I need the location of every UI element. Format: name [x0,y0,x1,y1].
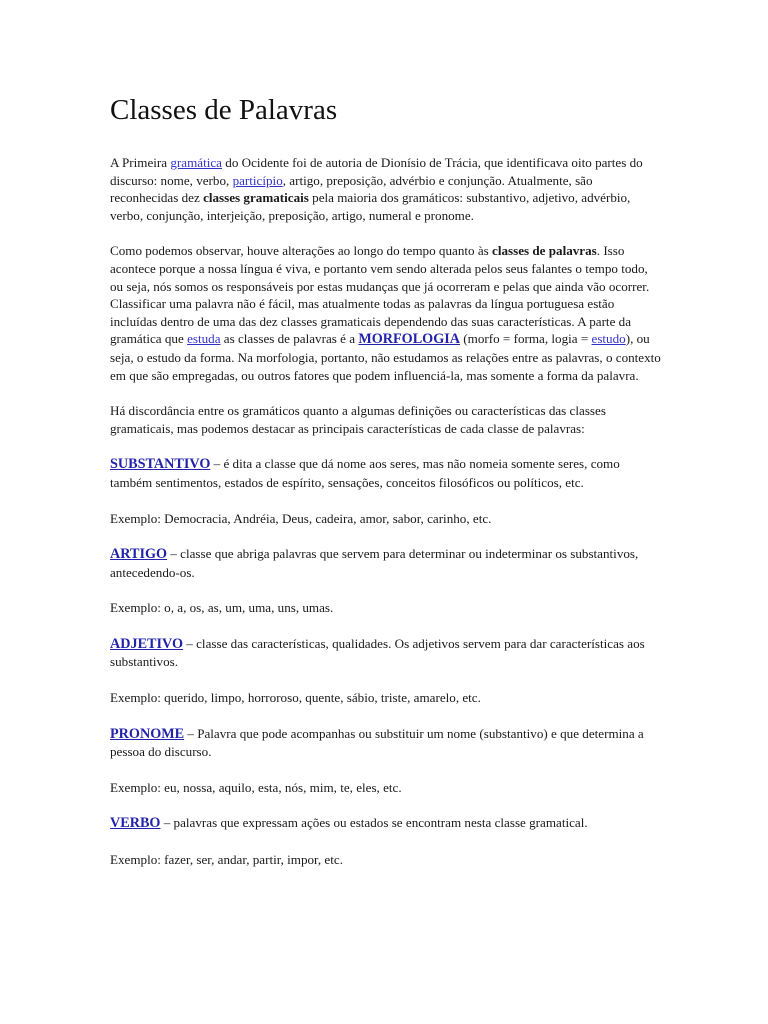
intro-text-1: A Primeira [110,155,171,170]
para2-text-3: as classes de palavras é a [220,331,359,347]
example-verbo: Exemplo: fazer, ser, andar, partir, impor, etc. [110,852,343,868]
link-adjetivo[interactable]: ADJETIVO [110,635,184,652]
example-artigo: Exemplo: o, a, os, as, um, uma, uns, umas. [110,600,334,616]
entry-verbo [110,814,662,833]
example-substantivo: Exemplo: Democracia, Andréia, Deus, cadeira, amor, sabor, carinho, etc. [110,510,492,526]
entry-artigo [110,545,662,581]
substantivo-definition: – é dita a classe que dá nome aos seres, mas não nomeia somente seres, como também sentimentos, estados de espírito, sensações, conceitos filosóficos ou políticos, etc. [110,456,620,490]
link-gramatica[interactable]: gramática [170,155,222,170]
disagreement-paragraph: Há discordância entre os gramáticos quanto a algumas definições ou características das classes gramaticais, mas podemos destacar as principais características de cada classe de palavras: [110,403,606,436]
link-estudo[interactable]: estudo [591,331,626,347]
entry-adjetivo [110,635,662,671]
evolution-paragraph [110,242,662,384]
adjetivo-definition: – classe das características, qualidades. Os adjetivos servem para dar características aos substantivos. [110,635,645,670]
para2-text-5: ), ou seja, o estudo da forma. Na morfologia, portanto, não estudamos as relações entre as palavras, o contexto em que são empregadas, ou outros fatores que podem influenciá-la, mas somente a forma da palavra. [110,331,661,383]
intro-text-4: pela maioria dos gramáticos: substantivo, adjetivo, advérbio, verbo, conjunção, interjeição, preposição, artigo, numeral e pronome. [110,190,631,223]
intro-text-2: do Ocidente foi de autoria de Dionísio de Trácia, que identificava oito partes do discurso: nome, verbo, [110,155,643,188]
para2-text-1: Como podemos observar, houve alterações ao longo do tempo quanto às [110,243,493,259]
link-participio[interactable]: particípio [232,172,283,188]
link-estuda[interactable]: estuda [187,331,221,347]
example-adjetivo: Exemplo: querido, limpo, horroroso, quente, sábio, triste, amarelo, etc. [110,690,481,706]
artigo-definition: – classe que abriga palavras que servem para determinar ou indeterminar os substantivos, antecedendo-os. [110,546,639,580]
link-morfologia[interactable]: MORFOLOGIA [358,331,461,348]
intro-text-3: , artigo, preposição, advérbio e conjunção. Atualmente, são reconhecidas dez [110,172,593,206]
verbo-definition: – palavras que expressam ações ou estados se encontram nesta classe gramatical. [160,815,588,831]
intro-bold-classes: classes gramaticais [203,190,309,206]
para2-bold-classes: classes de palavras [492,243,597,259]
entry-pronome [110,725,662,761]
link-pronome[interactable]: PRONOME [110,725,185,742]
link-verbo[interactable]: VERBO [110,815,161,832]
link-artigo[interactable]: ARTIGO [110,546,168,563]
para2-text-2: . Isso acontece porque a nossa língua é viva, e portanto vem sendo alterada pelos seus falantes o tempo todo, ou seja, nós somos os responsáveis por estas mudanças que já ocorreram e pelas que ainda vão ocorrer. Classificar uma palavra não é fácil, mas atualmente todas as palavras da língua portuguesa estão incluídas dentro de uma das dez classes gramaticais dependendo das suas características. A parte da gramática que [110,243,650,347]
link-substantivo[interactable]: SUBSTANTIVO [110,456,211,473]
page-title: Classes de Palavras [110,94,338,126]
example-pronome: Exemplo: eu, nossa, aquilo, esta, nós, mim, te, eles, etc. [110,779,402,795]
document-page [110,92,662,887]
pronome-definition: – Palavra que pode acompanhas ou substituir um nome (substantivo) e que determina a pessoa do discurso. [110,725,644,760]
intro-paragraph [110,154,662,224]
entry-substantivo [110,455,662,491]
para2-text-4: (morfo = forma, logia = [460,331,592,347]
